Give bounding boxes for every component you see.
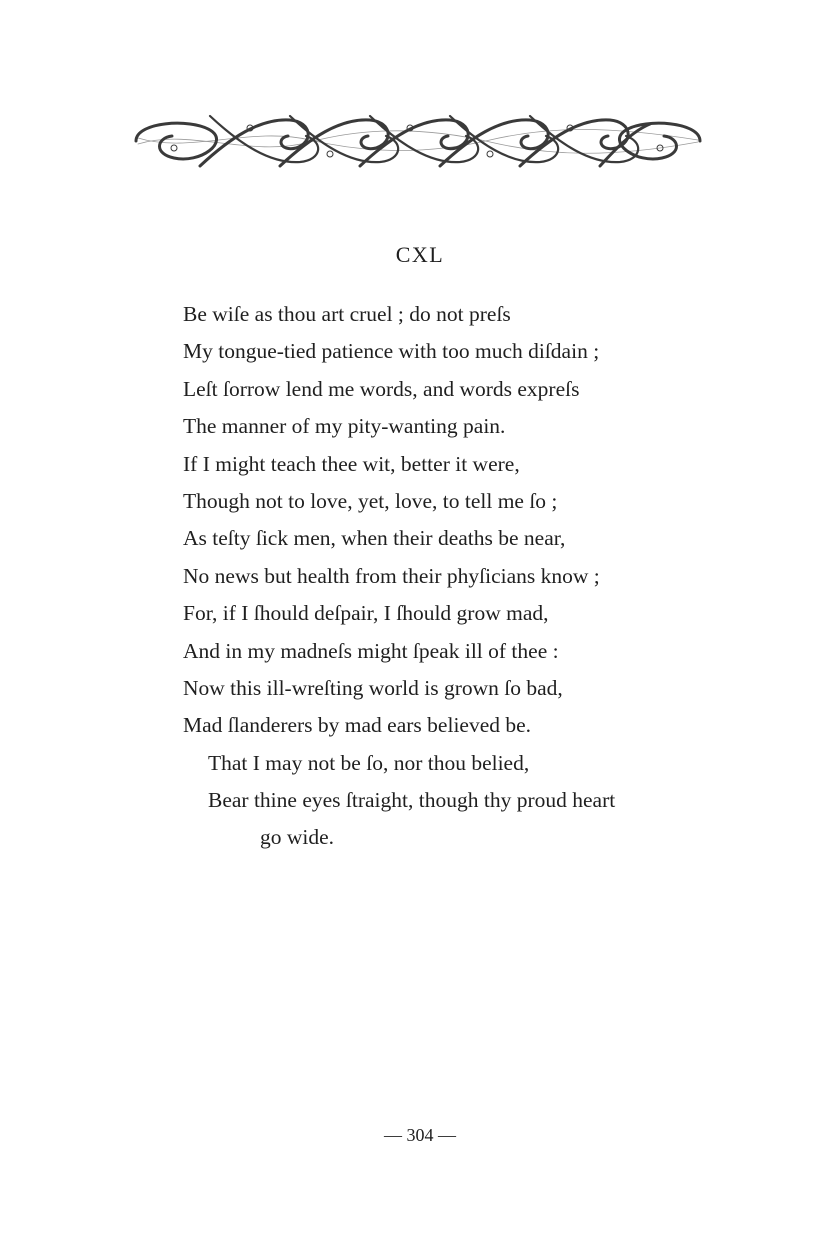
poem-line: Now this ill-wreſting world is grown ſo bad, (183, 675, 563, 700)
poem-line: Mad ſlanderers by mad ears believed be. (183, 713, 532, 738)
poem-line: If I might teach thee wit, better it were, (183, 451, 520, 476)
poem-line: For, if I ſhould deſpair, I ſhould grow mad, (183, 601, 549, 626)
page-number: — 304 — (384, 1125, 456, 1145)
poem-line: Leſt ſorrow lend me words, and words expreſs (183, 376, 580, 401)
poem-body (183, 296, 743, 857)
poem-line: And in my madneſs might ſpeak ill of thee : (183, 638, 559, 663)
couplet-turnover-line: go wide. (260, 825, 335, 850)
poem-line: Though not to love, yet, love, to tell me ſo ; (183, 488, 558, 513)
poem-title: CXL (395, 242, 445, 267)
couplet-line: Bear thine eyes ſtraight, though thy proud heart (208, 788, 616, 813)
poem-line: The manner of my pity-wanting pain. (183, 414, 506, 439)
scrollwork-ornament-icon (130, 108, 706, 174)
poem-line: As teſty ſick men, when their deaths be near, (183, 526, 566, 551)
poem-line: No news but health from their phyſicians know ; (183, 563, 600, 588)
couplet-line: That I may not be ſo, nor thou belied, (208, 750, 530, 775)
poem-line: My tongue-tied patience with too much diſdain ; (183, 339, 600, 364)
poem-line: Be wiſe as thou art cruel ; do not preſs (183, 302, 511, 326)
